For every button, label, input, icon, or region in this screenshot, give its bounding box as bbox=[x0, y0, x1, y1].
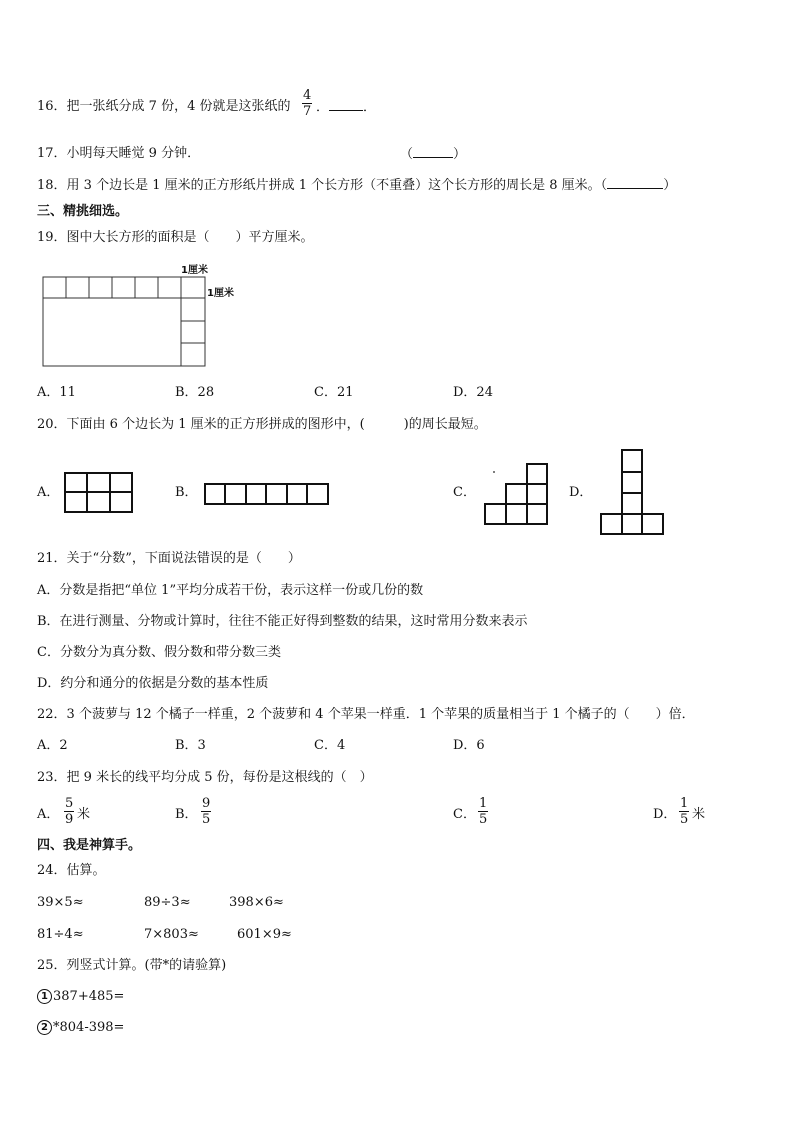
q21-option-c[interactable]: C．分数分为真分数、假分数和带分数三类 bbox=[37, 645, 281, 660]
q23-option-b[interactable]: B． bbox=[175, 807, 198, 822]
q23-a-fraction: 5 9 bbox=[65, 796, 74, 827]
question-25: 25．列竖式计算。(带*的请验算) bbox=[37, 958, 227, 973]
shape-d-t-shape bbox=[601, 450, 663, 534]
section-heading-4: 四、我是神算手。 bbox=[37, 838, 142, 853]
q23-option-c[interactable]: C． bbox=[453, 807, 476, 822]
q19-option-b[interactable]: B．28 bbox=[175, 385, 215, 400]
q19-option-d[interactable]: D．24 bbox=[453, 385, 493, 400]
q21-option-d[interactable]: D．约分和通分的依据是分数的基本性质 bbox=[37, 676, 269, 691]
question-19: 19．图中大长方形的面积是（ ）平方厘米。 bbox=[37, 230, 314, 245]
q17-answer: （ ） bbox=[400, 147, 467, 162]
calc-item-1: 1 387+485= bbox=[37, 988, 124, 1006]
q23-option-d[interactable]: D． bbox=[653, 807, 677, 822]
label-1cm-top: 1厘米 bbox=[181, 265, 208, 276]
q23-option-a[interactable]: A． bbox=[37, 807, 60, 822]
estimate-item: 398×6≈ bbox=[229, 895, 284, 910]
q21-option-b[interactable]: B．在进行测量、分物或计算时，往往不能正好得到整数的结果，这时常用分数来表示 bbox=[37, 614, 528, 629]
q22-option-c[interactable]: C．4 bbox=[314, 738, 346, 753]
question-20: 20．下面由 6 个边长为 1 厘米的正方形拼成的图形中，( )的周长最短。 bbox=[37, 417, 487, 432]
question-24: 24．估算。 bbox=[37, 863, 106, 878]
question-22: 22．3 个菠萝与 12 个橘子一样重，2 个菠萝和 4 个苹果一样重．1 个苹果的质量相当于 1 个橘子的（ ）倍． bbox=[37, 707, 695, 722]
q21-option-a[interactable]: A．分数是指把“单位 1”平均分成若干份，表示这样一份或几份的数 bbox=[37, 583, 424, 598]
label-1cm-right: 1厘米 bbox=[207, 288, 234, 299]
q22-option-b[interactable]: B．3 bbox=[175, 738, 206, 753]
shape-c-staircase bbox=[485, 464, 547, 524]
shape-b-1x6 bbox=[205, 484, 328, 504]
question-23: 23．把 9 米长的线平均分成 5 份，每份是这根线的（ ） bbox=[37, 770, 373, 785]
question-16: 16．把一张纸分成 7 份，4 份就是这张纸的 bbox=[37, 99, 291, 114]
fraction-4-7: 4 7 bbox=[303, 88, 312, 119]
q20-option-d[interactable]: D． bbox=[569, 485, 593, 500]
q16-tail: ． ． bbox=[316, 100, 377, 115]
estimate-item: 89÷3≈ bbox=[144, 895, 191, 910]
question-18: 18．用 3 个边长是 1 厘米的正方形纸片拼成 1 个长方形（不重叠）这个长方形的周长是 8 厘米。（ ） bbox=[37, 178, 677, 193]
section-heading-3: 三、精挑细选。 bbox=[37, 204, 129, 219]
q20-option-a[interactable]: A． bbox=[37, 485, 60, 500]
q20-option-b[interactable]: B． bbox=[175, 485, 198, 500]
calc-item-2: 2 *804-398= bbox=[37, 1019, 124, 1037]
q19-option-a[interactable]: A．11 bbox=[37, 385, 76, 400]
estimate-item: 81÷4≈ bbox=[37, 927, 84, 942]
q23-d-fraction: 1 5 bbox=[680, 796, 689, 827]
q23-b-fraction: 9 5 bbox=[202, 796, 211, 827]
estimate-item: 7×803≈ bbox=[144, 927, 199, 942]
q22-option-d[interactable]: D．6 bbox=[453, 738, 485, 753]
q23-a-unit: 米 bbox=[77, 807, 91, 822]
circled-number-2: 2 bbox=[37, 1020, 52, 1035]
circled-number-1: 1 bbox=[37, 989, 52, 1004]
estimate-item: 39×5≈ bbox=[37, 895, 84, 910]
q22-option-a[interactable]: A．2 bbox=[37, 738, 68, 753]
q23-d-unit: 米 bbox=[692, 807, 706, 822]
question-17: 17．小明每天睡觉 9 分钟． bbox=[37, 146, 201, 161]
question-21: 21．关于“分数”，下面说法错误的是（ ） bbox=[37, 551, 301, 566]
estimate-item: 601×9≈ bbox=[237, 927, 292, 942]
q20-option-c[interactable]: C． bbox=[453, 485, 476, 500]
q23-c-fraction: 1 5 bbox=[479, 796, 488, 827]
shape-a-2x3 bbox=[65, 473, 132, 512]
q19-option-c[interactable]: C．21 bbox=[314, 385, 354, 400]
